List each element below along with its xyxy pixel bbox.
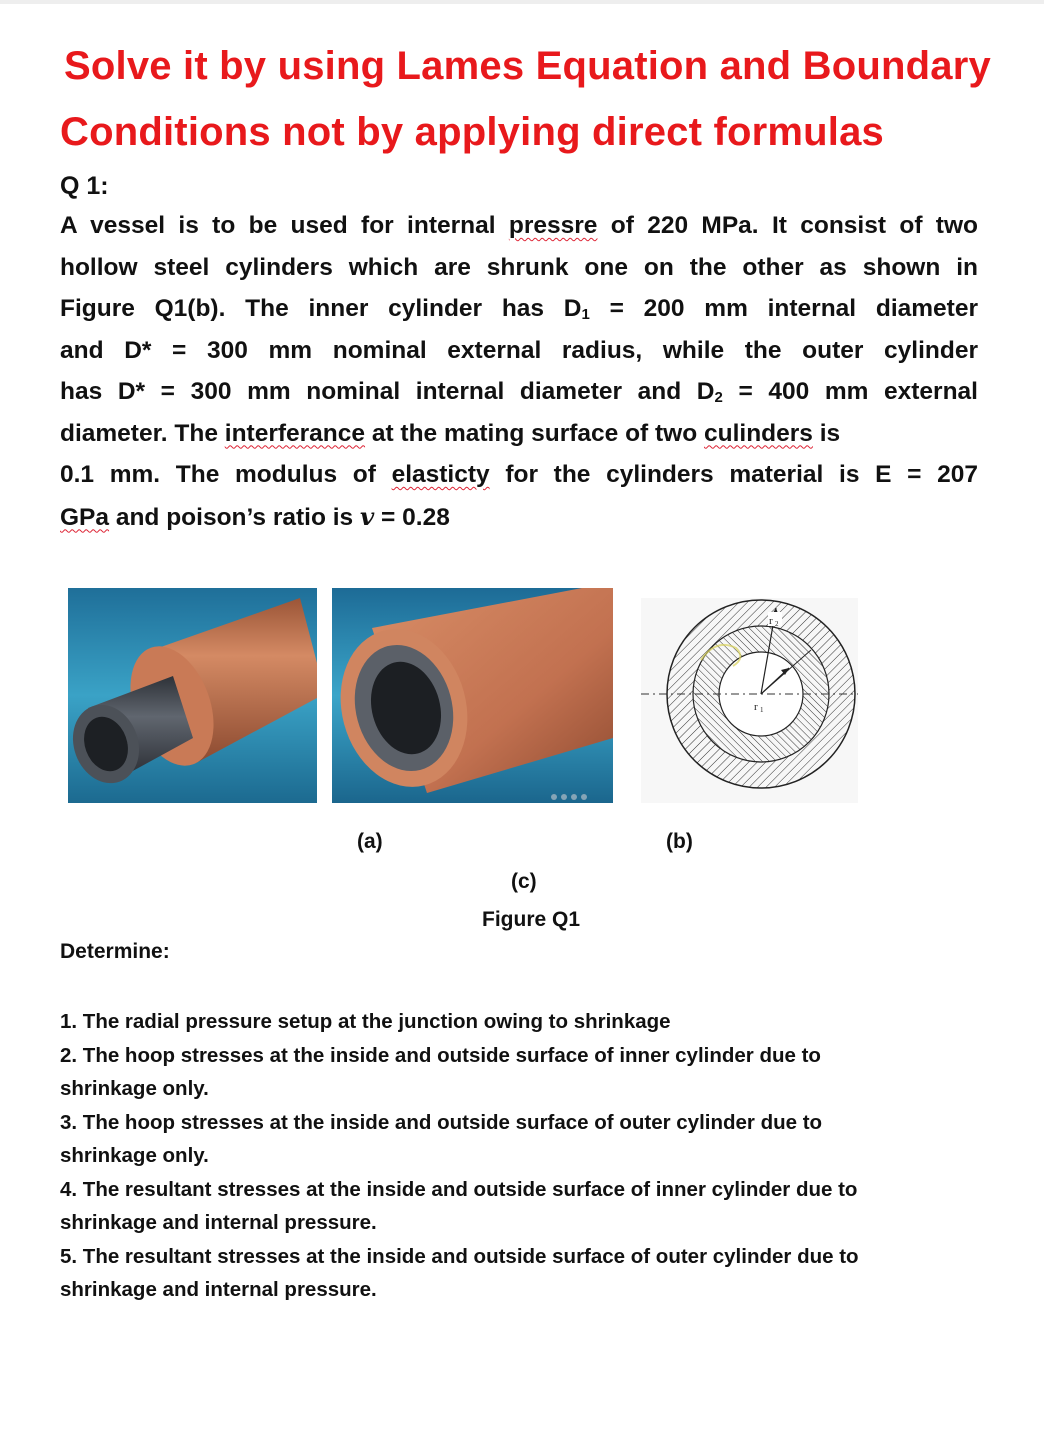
list-item: shrinkage and internal pressure. (60, 1278, 377, 1301)
question-line-8: GPa and poison’s ratio is 𝒗 = 0.28 (60, 501, 450, 531)
svg-text:2: 2 (775, 620, 779, 628)
caption-c: (c) (511, 870, 537, 893)
title-line-1: Solve it by using Lames Equation and Boundary (64, 44, 991, 88)
misspelled-word: GPa (60, 503, 110, 531)
list-item: shrinkage only. (60, 1077, 209, 1100)
figure-cross-section-diagram (641, 598, 858, 803)
list-item: 4. The resultant stresses at the inside and outside surface of inner cylinder due to (60, 1177, 858, 1201)
caption-a: (a) (357, 830, 383, 853)
question-line-6: diameter. The interferance at the mating surface of two culinders is (60, 419, 841, 447)
figure-image-cylinders-perspective (332, 588, 613, 803)
misspelled-word: pressre (508, 212, 598, 239)
misspelled-word: elasticty (391, 461, 490, 488)
list-item: 5. The resultant stresses at the inside and outside surface of outer cylinder due to (60, 1244, 859, 1268)
determine-list (60, 1005, 990, 1307)
misspelled-word: interferance (224, 419, 366, 447)
list-item: 3. The hoop stresses at the inside and outside surface of outer cylinder due to (60, 1110, 823, 1134)
question-line-1: A vessel is to be used for internal pressre of 220 MPa. It consist of two (60, 212, 978, 239)
list-item: 1. The radial pressure setup at the junction owing to shrinkage (60, 1010, 671, 1033)
title-line-2: Conditions not by applying direct formulas (60, 110, 884, 154)
question-text (60, 205, 978, 537)
question-line-3: Figure Q1(b). The inner cylinder has $D_1 = 200$ mm internal diameter (60, 295, 978, 323)
question-label: Q 1: (60, 172, 109, 200)
list-item: shrinkage and internal pressure. (60, 1211, 377, 1234)
figure-title: Figure Q1 (482, 908, 581, 931)
nu-symbol: 𝒗 (359, 501, 375, 531)
label-r1: r (754, 701, 758, 713)
misspelled-word: culinders (704, 419, 813, 447)
list-item: shrinkage only. (60, 1144, 209, 1167)
caption-b: (b) (666, 830, 693, 853)
question-line-2: hollow steel cylinders which are shrunk one on the other as shown in (60, 253, 978, 281)
list-item: 2. The hoop stresses at the inside and outside surface of inner cylinder due to (60, 1043, 821, 1067)
figure-image-cylinders-side (68, 588, 317, 803)
question-line-4: and D* = 300 mm nominal external radius, while the outer cylinder (60, 336, 978, 364)
top-border (0, 0, 1044, 4)
label-r2: r (769, 615, 773, 627)
svg-text:1: 1 (760, 706, 764, 714)
determine-label: Determine: (60, 940, 170, 963)
question-line-5: has D* = 300 mm nominal internal diameter and $D_2 = 400$ mm external (60, 378, 978, 406)
question-line-7: 0.1 mm. The modulus of elasticty for the cylinders material is E = 207 (60, 461, 979, 488)
